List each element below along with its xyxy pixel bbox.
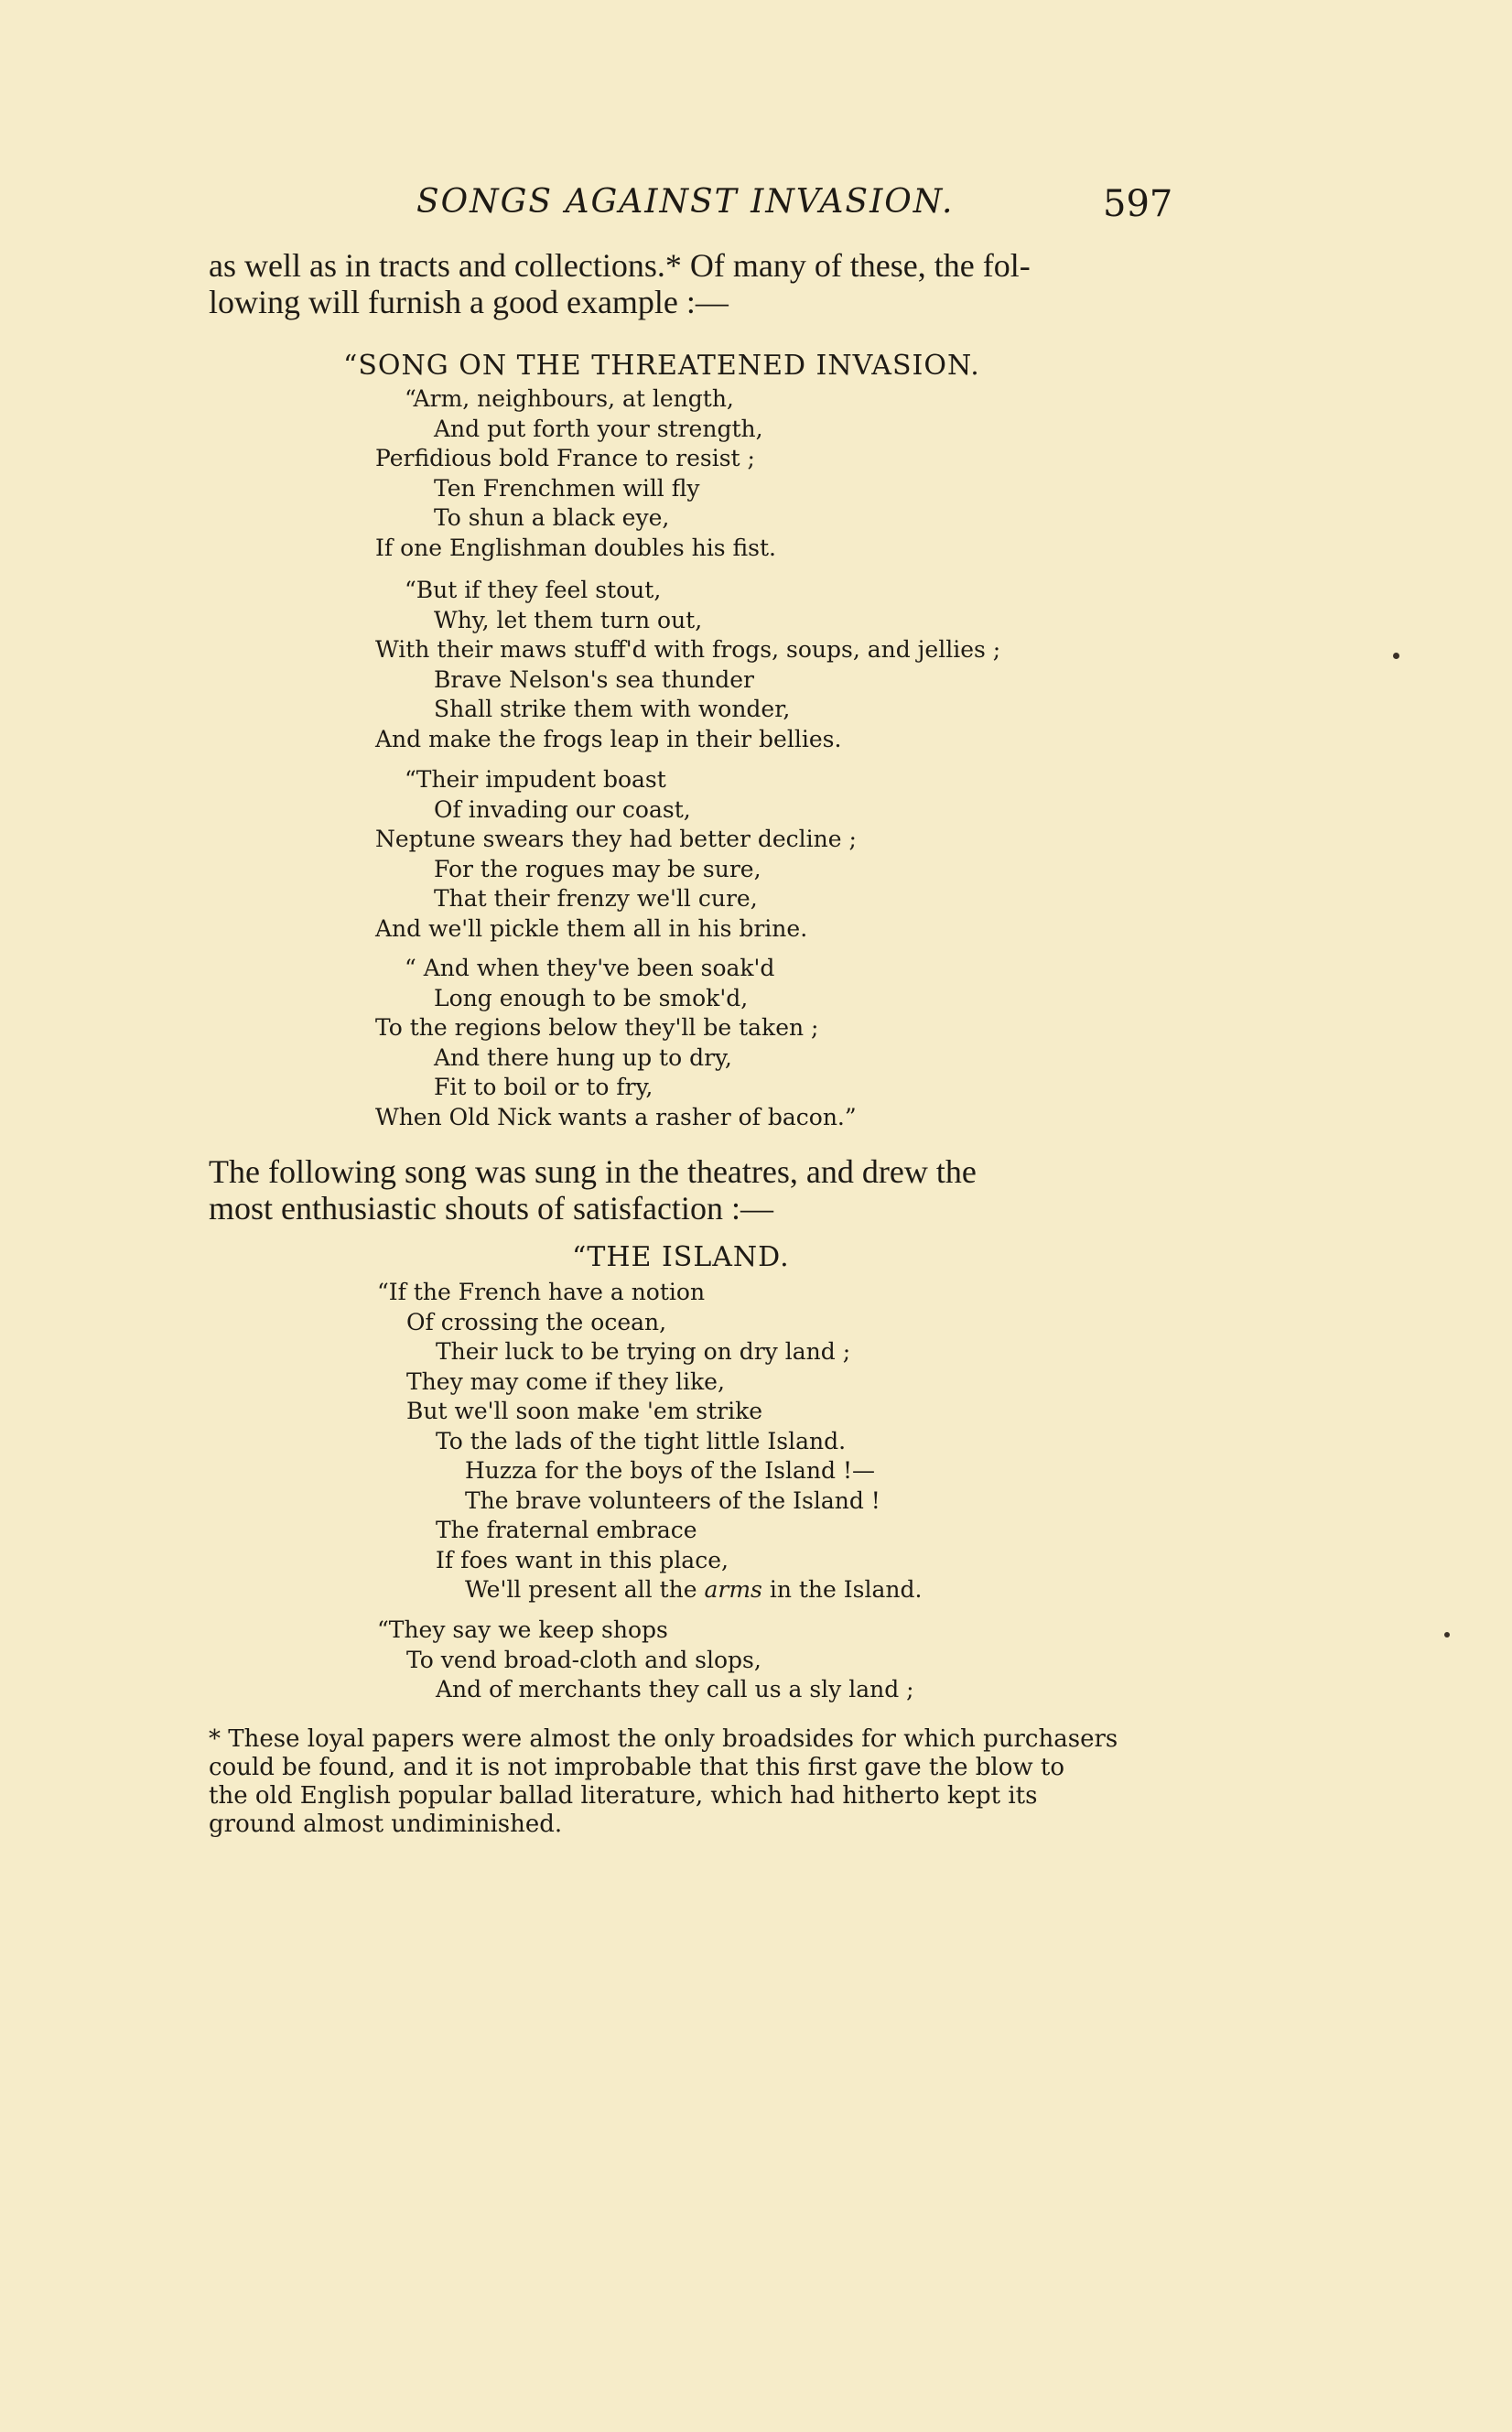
song-title: “SONG ON THE THREATENED INVASION. (343, 350, 980, 382)
footnote-line: * These loyal papers were almost the only broadsides for which purchasers (209, 1725, 1118, 1753)
running-head: SONGS AGAINST INVASION. (416, 183, 955, 221)
paper-speck (1393, 653, 1399, 659)
footnote (209, 1725, 1179, 1839)
verse-line: That their frenzy we'll cure, (434, 885, 758, 912)
verse-line: Brave Nelson's sea thunder (434, 665, 754, 693)
verse-line: Neptune swears they had better decline ; (375, 826, 857, 852)
verse-line: To the regions below they'll be taken ; (375, 1014, 819, 1041)
verse-line: When Old Nick wants a rasher of bacon.” (375, 1103, 857, 1130)
verse-line: To the lads of the tight little Island. (436, 1427, 847, 1454)
stanza (377, 1278, 922, 1605)
verse-line: “ And when they've been soak'd (405, 955, 775, 981)
stanza (375, 384, 776, 563)
body-line: The following song was sung in the theatres, and drew the (209, 1153, 977, 1190)
stanza (375, 954, 857, 1132)
body-line: most enthusiastic shouts of satisfaction :— (209, 1190, 773, 1227)
verse-line: Long enough to be smok'd, (434, 984, 749, 1011)
intro-line: as well as in tracts and collections.* Of many of these, the fol- (209, 247, 1031, 284)
song-title: “THE ISLAND. (572, 1241, 790, 1273)
verse-line: Huzza for the boys of the Island !— (465, 1457, 875, 1484)
verse-line: With their maws stuff'd with frogs, soups, and jellies ; (375, 636, 1001, 663)
verse-line: To shun a black eye, (434, 504, 670, 531)
verse-line: “If the French have a notion (377, 1279, 706, 1305)
paper-speck (1444, 1632, 1450, 1638)
verse-line: We'll present all the arms in the Island. (465, 1576, 923, 1603)
intro-paragraph (209, 247, 1179, 320)
footnote-line: could be found, and it is not improbable that this first gave the blow to (209, 1754, 1064, 1781)
footnote-line: the old English popular ballad literature, which had hitherto kept its (209, 1782, 1038, 1810)
verse-line: Fit to boil or to fry, (434, 1074, 653, 1100)
verse-line: And there hung up to dry, (434, 1043, 732, 1071)
verse-line: “Their impudent boast (405, 766, 666, 793)
verse-line: And we'll pickle them all in his brine. (375, 914, 808, 942)
verse-line: “Arm, neighbours, at length, (405, 385, 734, 412)
stanza (377, 1616, 914, 1705)
stanza (375, 576, 1000, 754)
verse-line: Shall strike them with wonder, (434, 696, 791, 722)
verse-line: Of crossing the ocean, (406, 1308, 667, 1335)
stanza (375, 765, 857, 944)
verse-line: If one Englishman doubles his fist. (375, 534, 777, 561)
verse-line: And of merchants they call us a sly land ; (436, 1676, 914, 1702)
intro-line: lowing will furnish a good example :— (209, 284, 729, 320)
verse-line: They may come if they like, (406, 1367, 725, 1395)
footnote-line: ground almost undiminished. (209, 1810, 563, 1838)
verse-line: Perfidious bold France to resist ; (375, 445, 755, 471)
page-number: 597 (1103, 183, 1173, 225)
verse-line: “They say we keep shops (377, 1616, 668, 1643)
verse-line: The fraternal embrace (436, 1517, 697, 1543)
verse-line: Ten Frenchmen will fly (434, 474, 700, 502)
verse-line: The brave volunteers of the Island ! (465, 1486, 880, 1514)
verse-line: For the rogues may be sure, (434, 855, 761, 882)
verse-line: To vend broad-cloth and slops, (406, 1646, 761, 1673)
verse-line: Their luck to be trying on dry land ; (436, 1338, 851, 1365)
verse-line: “But if they feel stout, (405, 577, 662, 603)
verse-line: If foes want in this place, (436, 1546, 729, 1573)
verse-line: And put forth your strength, (434, 415, 763, 442)
verse-line: Why, let them turn out, (434, 606, 703, 633)
verse-line: But we'll soon make 'em strike (406, 1398, 763, 1424)
verse-line: Of invading our coast, (434, 795, 691, 823)
body-paragraph (209, 1153, 1179, 1227)
verse-line: And make the frogs leap in their bellies. (375, 725, 842, 752)
